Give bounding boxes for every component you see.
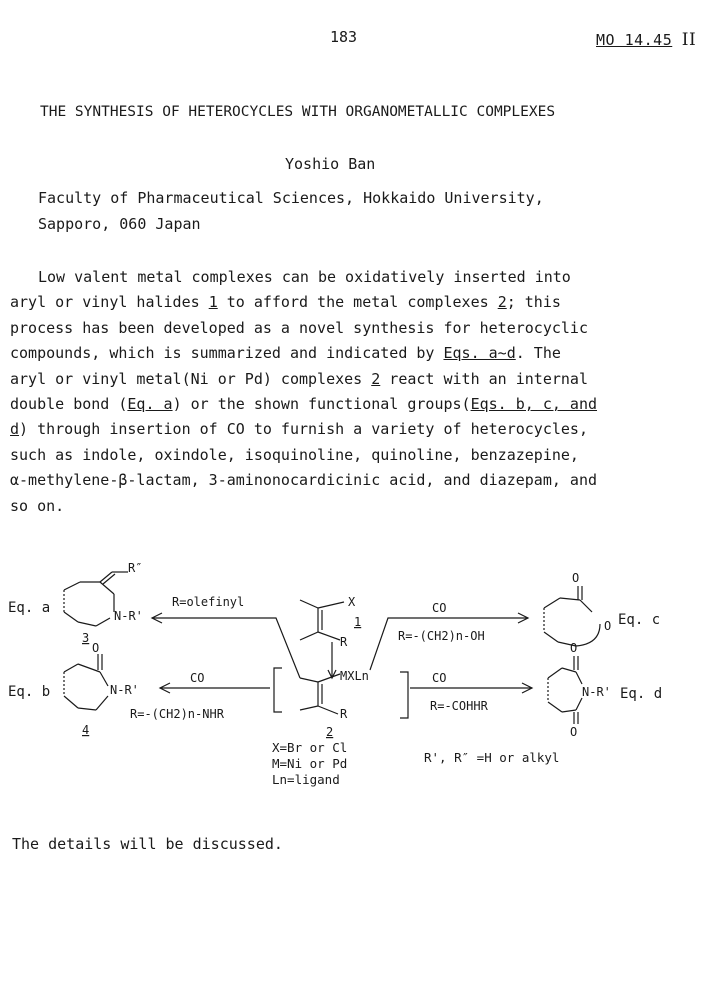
lactone-product-structure [544,586,600,646]
co-label-c: CO [432,601,447,615]
n-r-prime-label-a: N-R' [114,609,143,623]
abstract-text: compounds, which is summarized and indicated by [10,344,444,363]
reaction-scheme [0,560,704,800]
compound-ref: 2 [371,369,381,388]
dione-product-structure [548,656,582,724]
compound-2-structure [300,674,340,714]
abstract-code-number: MO 14.45 [596,31,673,49]
compound-ref: 2 [497,293,507,312]
abstract-text: ; this [506,293,561,312]
r-double-prime-label: R″ [128,561,143,575]
product-4-structure [64,654,108,710]
compound-4-number: 4 [82,723,90,737]
abstract-line [10,265,700,290]
compound-1-structure [300,600,344,640]
author-name: Yoshio Ban [285,155,376,173]
abstract-text: ) or the shown functional groups( [172,395,471,414]
abstract-text: α-methylene-β-lactam, 3-aminonocardicinic acid, and diazepam, and [10,471,597,490]
equation-ref: Eqs. b, c, and [470,395,598,414]
abstract-text: so on. [10,496,65,515]
arrow-eq-a [152,618,300,678]
compound-3-number: 3 [82,631,90,645]
o-label-c: O [572,571,580,585]
abstract-text: . The [515,344,561,363]
abstract-line [10,443,700,468]
paper-title: THE SYNTHESIS OF HETEROCYCLES WITH ORGANOMETALLIC COMPLEXES [40,104,556,120]
eq-d-label: Eq. d [620,686,663,702]
eq-b-label: Eq. b [8,684,51,700]
x-label: X [348,595,356,609]
closing-remark: The details will be discussed. [12,835,283,853]
mxln-label: MXLn [340,669,369,683]
r-label-1: R [340,635,348,649]
abstract-line [10,392,700,417]
abstract-text: react with an internal [380,369,588,388]
r-ch2-oh-condition: R=-(CH2)n-OH [398,629,485,643]
o-top-label-d: O [570,641,578,655]
abstract-text: aryl or vinyl metal(Ni or Pd) complexes [10,369,372,388]
o-bottom-label-d: O [570,725,578,739]
co-label-b: CO [190,671,205,685]
abstract-line [10,494,700,519]
page-number: 183 [330,28,358,46]
legend-r: R', R″ =H or alkyl [424,750,560,765]
r-olefinyl-condition: R=olefinyl [172,595,245,609]
r-label-2: R [340,707,348,721]
co-label-d: CO [432,671,447,685]
abstract-text: Low valent metal complexes can be oxidatively inserted into [38,268,571,286]
abstract-line [10,417,700,442]
abstract-line [10,367,700,392]
left-bracket [274,668,282,712]
n-r-prime-label-b: N-R' [110,683,139,697]
legend-ln: Ln=ligand [272,772,340,787]
n-r-prime-label-d: N-R' [582,685,611,699]
abstract-text: aryl or vinyl halides [10,293,209,312]
o-ring-label-c: O [604,619,612,633]
abstract-text: double bond ( [10,395,128,414]
compound-2-number: 2 [326,725,334,739]
legend-x: X=Br or Cl [272,740,348,755]
compound-ref: 1 [208,293,218,312]
eq-c-label: Eq. c [618,612,661,628]
right-bracket [400,672,408,718]
arrow-eq-c [370,618,528,670]
abstract-text: to afford the metal complexes [217,293,498,312]
abstract-line [10,468,700,493]
r-cohhr-condition: R=-COHHR [430,699,488,713]
abstract-body [10,265,700,519]
r-ch2-nhr-condition: R=-(CH2)n-NHR [130,707,224,721]
abstract-code-suffix: II [681,30,697,50]
affiliation-line-1: Faculty of Pharmaceutical Sciences, Hokkaido University, [38,189,544,207]
abstract-code [596,30,696,50]
abstract-line [10,290,700,315]
abstract-text: ) through insertion of CO to furnish a variety of heterocycles, [19,420,588,439]
compound-1-number: 1 [354,615,362,629]
abstract-line [10,341,700,366]
equation-ref: Eqs. a~d [443,344,516,363]
abstract-line [10,316,700,341]
equation-ref: d [10,420,20,439]
equation-ref: Eq. a [127,395,173,414]
affiliation-line-2: Sapporo, 060 Japan [38,215,201,233]
legend-m: M=Ni or Pd [272,756,348,771]
eq-a-label: Eq. a [8,600,51,616]
abstract-text: process has been developed as a novel synthesis for heterocyclic [10,318,588,337]
abstract-text: such as indole, oxindole, isoquinoline, quinoline, benzazepine, [10,445,579,464]
o-label-b: O [92,641,100,655]
